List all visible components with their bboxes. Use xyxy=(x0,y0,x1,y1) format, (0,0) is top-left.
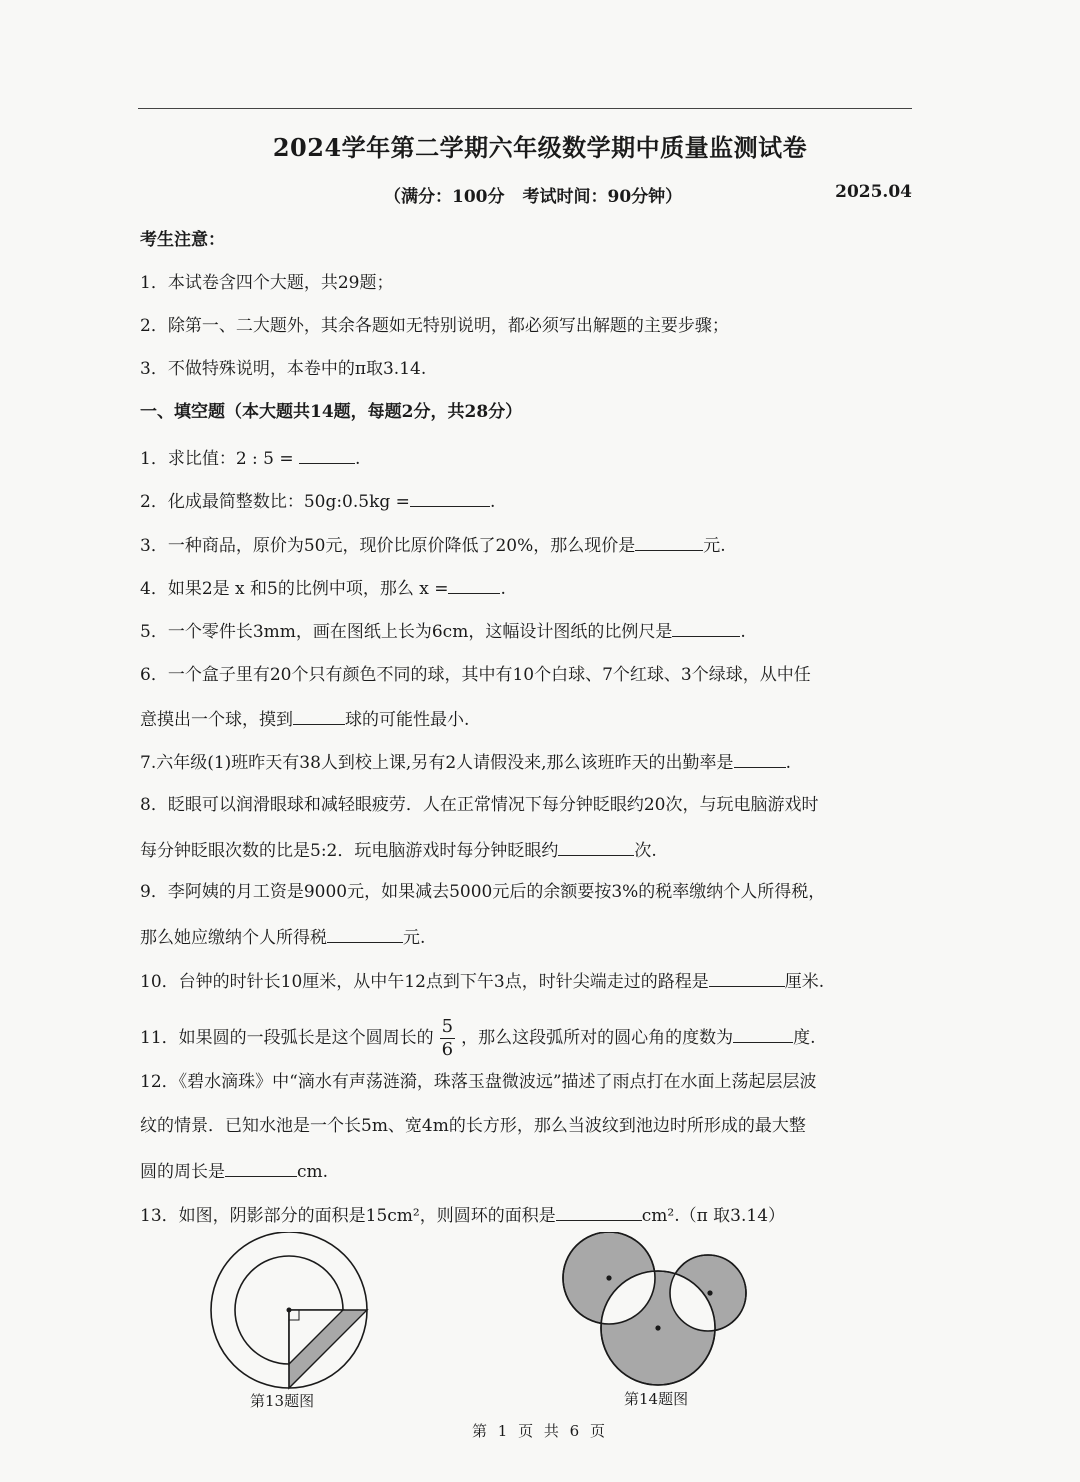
answer-blank-9[interactable] xyxy=(327,924,403,943)
figure-13 xyxy=(200,1232,390,1397)
answer-blank-12[interactable] xyxy=(225,1158,297,1177)
question-9-line-1: 9．李阿姨的月工资是9000元，如果减去5000元后的余额要按3%的税率缴纳个人所得税， xyxy=(140,882,826,902)
exam-date: 2025.04 xyxy=(835,182,912,202)
figure-14 xyxy=(556,1232,756,1394)
section-heading: 一、填空题（本大题共14题，每题2分，共28分） xyxy=(140,402,523,422)
notice-item-3: 3．不做特殊说明，本卷中的π取3.14. xyxy=(140,359,427,379)
right-center-dot xyxy=(707,1290,712,1295)
question-6-line-2: 意摸出一个球，摸到 球的可能性最小. xyxy=(140,706,469,732)
fraction-five-sixths: $\frac{5}{6}$ xyxy=(441,1016,454,1060)
question-2: 2．化成最简整数比：50g:0.5kg = . xyxy=(140,488,495,514)
question-4: 4．如果2是 x 和5的比例中项，那么 x = . xyxy=(140,575,506,601)
question-7: 7.六年级(1)班昨天有38人到校上课,另有2人请假没来,那么该班昨天的出勤率是 . xyxy=(140,749,791,775)
notice-heading: 考生注意： xyxy=(140,230,225,250)
question-1: 1．求比值：2 : 5 = . xyxy=(140,445,360,471)
question-8-line-1: 8．眨眼可以润滑眼球和减轻眼疲劳．人在正常情况下每分钟眨眼约20次，与玩电脑游戏时 xyxy=(140,795,819,815)
question-6-line-1: 6．一个盒子里有20个只有颜色不同的球，其中有10个白球、7个红球、3个绿球，从中任 xyxy=(140,665,811,685)
full-score: （满分：100分 xyxy=(384,187,505,207)
exam-time: 考试时间：90分钟） xyxy=(522,187,683,207)
question-12-line-1: 12．《碧水滴珠》中“滴水有声荡涟漪，珠落玉盘微波远”描述了雨点打在水面上荡起层层波 xyxy=(140,1072,817,1092)
top-rule xyxy=(138,108,912,109)
answer-blank-11[interactable] xyxy=(733,1024,793,1043)
figure-13-caption: 第13题图 xyxy=(250,1392,315,1410)
answer-blank-1[interactable] xyxy=(299,445,355,464)
exam-info xyxy=(384,182,682,207)
answer-blank-7[interactable] xyxy=(734,749,786,768)
answer-blank-4[interactable] xyxy=(448,575,500,594)
question-8-line-2: 每分钟眨眼次数的比是5:2．玩电脑游戏时每分钟眨眼约 次. xyxy=(140,837,657,863)
answer-blank-6[interactable] xyxy=(293,706,345,725)
question-12-line-3: 圆的周长是 cm. xyxy=(140,1158,328,1184)
center-dot xyxy=(287,1308,292,1313)
answer-blank-8[interactable] xyxy=(558,837,634,856)
question-10: 10．台钟的时针长10厘米，从中午12点到下午3点，时针尖端走过的路程是 厘米. xyxy=(140,968,824,994)
question-13: 13．如图，阴影部分的面积是15cm²，则圆环的面积是 cm².（π 取3.14） xyxy=(140,1202,785,1228)
answer-blank-13[interactable] xyxy=(556,1202,642,1221)
answer-blank-5[interactable] xyxy=(672,618,740,637)
bottom-center-dot xyxy=(655,1325,660,1330)
figure-14-caption: 第14题图 xyxy=(624,1390,689,1408)
page-title: 2024学年第二学期六年级数学期中质量监测试卷 xyxy=(272,133,808,162)
question-3: 3．一种商品，原价为50元，现价比原价降低了20%，那么现价是 元. xyxy=(140,532,726,558)
notice-item-2: 2．除第一、二大题外，其余各题如无特别说明，都必须写出解题的主要步骤； xyxy=(140,316,729,336)
answer-blank-3[interactable] xyxy=(635,532,703,551)
question-12-line-2: 纹的情景．已知水池是一个长5m、宽4m的长方形，那么当波纹到池边时所形成的最大整 xyxy=(140,1116,806,1136)
question-11: 11．如果圆的一段弧长是这个圆周长的 $\frac{5}{6}$ ，那么这段弧所对的圆心角的度数为 度. xyxy=(140,1016,816,1060)
question-9-line-2: 那么她应缴纳个人所得税 元. xyxy=(140,924,425,950)
question-5: 5．一个零件长3mm，画在图纸上长为6cm，这幅设计图纸的比例尺是 . xyxy=(140,618,746,644)
left-center-dot xyxy=(606,1275,611,1280)
notice-item-1: 1．本试卷含四个大题，共29题； xyxy=(140,273,394,293)
page-footer: 第 1 页 共 6 页 xyxy=(472,1422,608,1440)
answer-blank-2[interactable] xyxy=(410,488,490,507)
answer-blank-10[interactable] xyxy=(709,968,785,987)
